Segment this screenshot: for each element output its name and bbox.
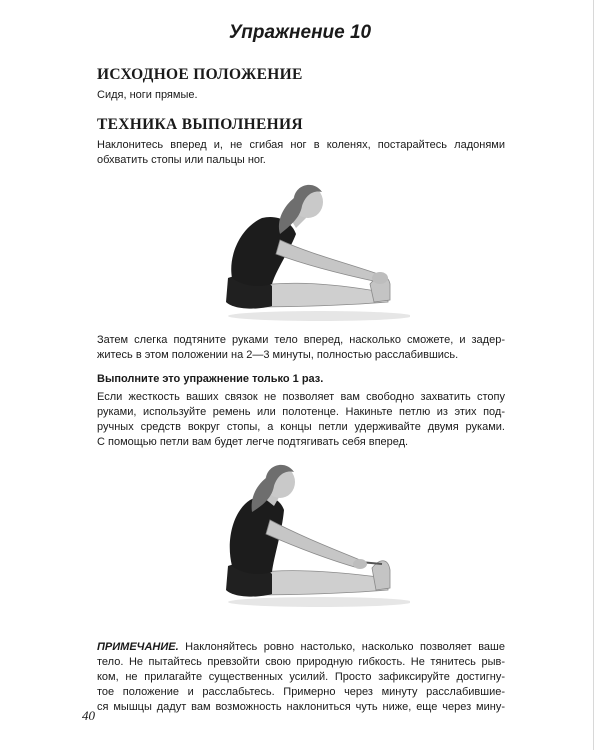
paragraph-3-line: Если жесткость ваших связок не позволяет вам свободно захватить стопу [97, 391, 505, 403]
exercise-photo-1 [210, 178, 410, 326]
note-line: ком, не прилагайте существенных усилий. Просто зафиксируйте достигну- [97, 671, 505, 683]
exercise-photo-2 [210, 462, 410, 612]
note-line: тело. Не пытайтесь превзойти свою природную гибкость. Не тянитесь рыв- [97, 656, 505, 668]
start-position-heading: ИСХОДНОЕ ПОЛОЖЕНИЕ [97, 66, 303, 83]
start-position-text [97, 88, 505, 103]
technique-line: Наклонитесь вперед и, не сгибая ног в коленях, постарайтесь ладонями [97, 139, 505, 151]
instruction-bold: Выполните это упражнение только 1 раз. [97, 373, 324, 385]
paragraph-2-line: Затем слегка подтяните руками тело вперед, насколько сможете, и задер- [97, 334, 505, 346]
note-line [97, 640, 505, 655]
page-edge [593, 0, 594, 750]
technique-text [97, 138, 505, 168]
note [97, 640, 505, 715]
paragraph-3 [97, 390, 505, 450]
technique-line: обхватить стопы или пальцы ног. [97, 154, 266, 166]
paragraph-3-line: С помощью петли вам будет легче подтягивать себя вперед. [97, 436, 409, 448]
paragraph-3-line: ручных средств вокруг стопы, а концы петли удерживайте двумя руками. [97, 421, 505, 433]
note-first-line-text: Наклоняйтесь ровно настолько, насколько позволяет ваше [178, 641, 505, 653]
start-position-line: Сидя, ноги прямые. [97, 89, 198, 101]
paragraph-2 [97, 333, 505, 363]
paragraph-2-line: житесь в этом положении на 2—3 минуты, полностью расслабившись. [97, 349, 459, 361]
note-line: тое положение и расслабьтесь. Примерно через минуту расслабившие- [97, 686, 505, 698]
paragraph-3-line: руками, используйте ремень или полотенце. Накиньте петлю из этих под- [97, 406, 505, 418]
page-title: Упражнение 10 [228, 22, 372, 43]
note-label: ПРИМЕЧАНИЕ. [97, 641, 179, 653]
page-number: 40 [82, 708, 95, 723]
technique-heading: ТЕХНИКА ВЫПОЛНЕНИЯ [97, 116, 303, 133]
note-line: ся мышцы дадут вам возможность наклониться чуть ниже, еще через мину- [97, 701, 505, 713]
